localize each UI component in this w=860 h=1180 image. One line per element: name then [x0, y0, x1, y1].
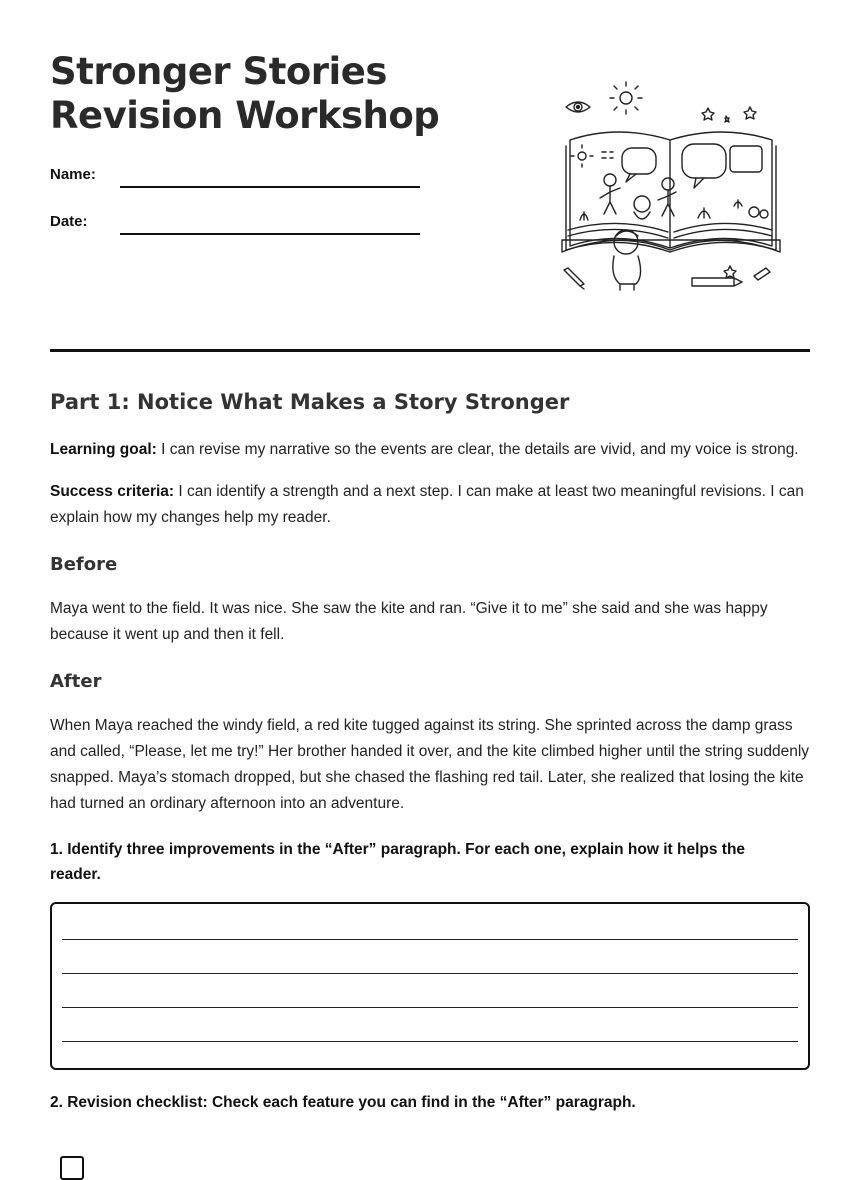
after-heading: After — [50, 671, 102, 692]
date-blank-line[interactable] — [120, 233, 420, 235]
worksheet-title — [50, 50, 439, 138]
name-blank-line[interactable] — [120, 186, 420, 188]
after-paragraph: When Maya reached the windy field, a red kite tugged against its string. She sprinted across the damp grass and called, “Please, let me try!” Her brother handed it over, and the kite climbed higher until the string suddenly snapped. Maya’s stomach dropped, but she chased the flashing red tail. Later, she realized that losing the kite had turned an ordinary afternoon into an adventure. — [50, 717, 810, 812]
answer-line[interactable] — [62, 939, 798, 940]
storybook-illustration-icon — [558, 80, 786, 295]
title-line-2: Revision Workshop — [50, 94, 440, 137]
answer-line[interactable] — [62, 1041, 798, 1042]
success-criteria-label: Success criteria: — [50, 483, 175, 500]
answer-line[interactable] — [62, 973, 798, 974]
date-field[interactable] — [50, 213, 420, 237]
question-1: 1. Identify three improvements in the “After” paragraph. For each one, explain how it helps the reader. — [50, 841, 746, 883]
part1-heading: Part 1: Notice What Makes a Story Stronger — [50, 390, 570, 414]
learning-goal — [50, 437, 812, 463]
name-label: Name: — [50, 166, 96, 183]
header-divider — [50, 349, 810, 352]
date-label: Date: — [50, 213, 88, 230]
checklist-checkbox[interactable] — [60, 1156, 84, 1180]
question-1-answer-box[interactable] — [50, 902, 810, 1070]
learning-goal-label: Learning goal: — [50, 441, 157, 458]
question-2: 2. Revision checklist: Check each feature you can find in the “After” paragraph. — [50, 1094, 636, 1111]
before-heading: Before — [50, 554, 118, 575]
title-line-1: Stronger Stories — [50, 50, 387, 93]
answer-line[interactable] — [62, 1007, 798, 1008]
name-field[interactable] — [50, 166, 420, 190]
success-criteria — [50, 479, 812, 531]
before-paragraph: Maya went to the field. It was nice. She saw the kite and ran. “Give it to me” she said and she was happy because it went up and then it fell. — [50, 600, 768, 643]
learning-goal-text: I can revise my narrative so the events are clear, the details are vivid, and my voice is strong. — [156, 441, 799, 458]
success-criteria-text: I can identify a strength and a next step. I can make at least two meaningful revisions. I can explain how my changes help my reader. — [50, 483, 804, 526]
